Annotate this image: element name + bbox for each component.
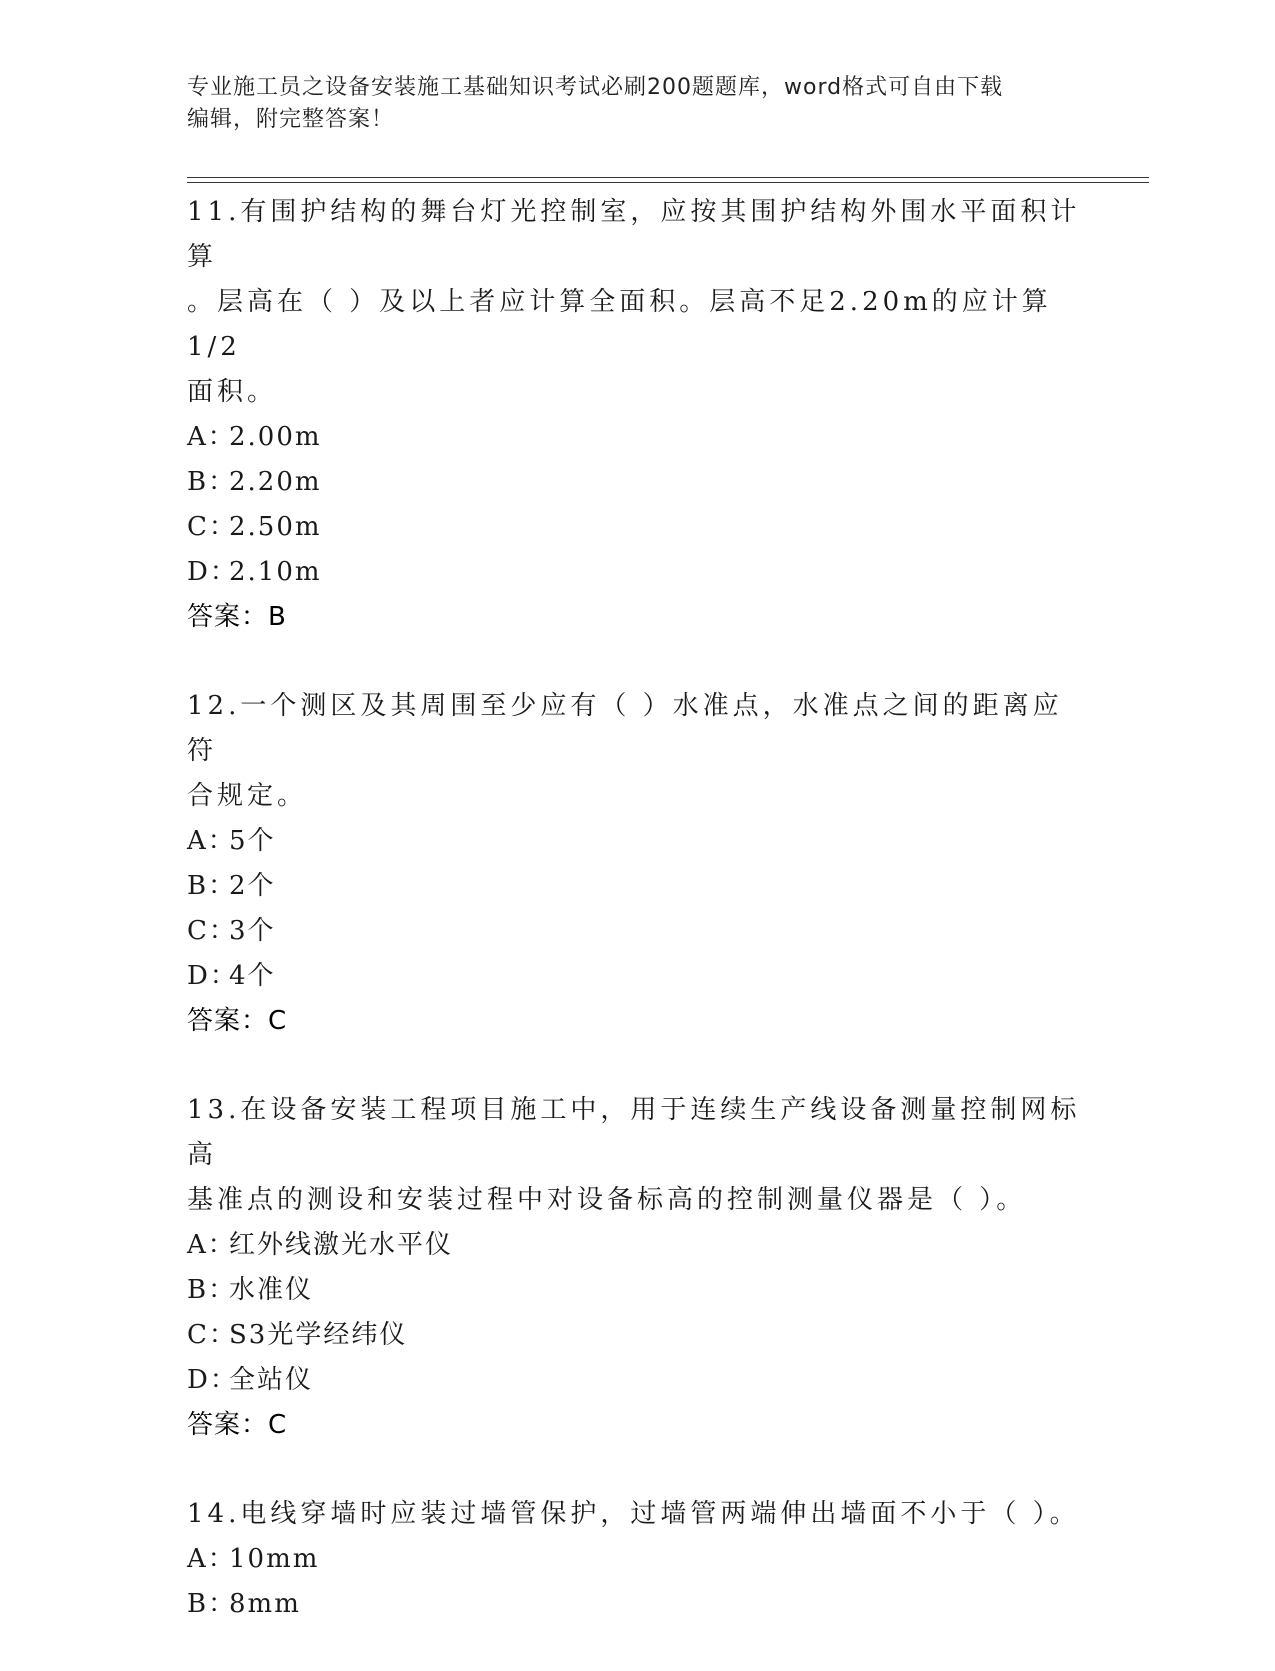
header-line-2: 编辑，附完整答案！ [187,107,395,132]
option-key: A： [187,422,236,452]
option-key: B： [187,1589,237,1619]
answer-option [187,550,1087,595]
question-block [187,190,1087,640]
answer-line: 答案：C [187,1006,288,1036]
option-text: 8mm [229,1589,301,1619]
option-text: 5个 [229,826,276,856]
option-key: A： [187,826,236,856]
question-stem-line: 。层高在（ ）及以上者应计算全面积。层高不足2.20m的应计算1/2 [187,287,1052,362]
document-header [187,72,1067,136]
option-key: D： [187,961,238,991]
option-text: 2.10m [229,557,322,587]
option-text: S3光学经纬仪 [229,1320,408,1350]
question-list [187,190,1087,1671]
answer-option [187,864,1087,909]
option-text: 红外线激光水平仪 [229,1230,454,1260]
header-divider-top [187,177,1149,178]
option-key: D： [187,1365,238,1395]
question-stem-line: 13.在设备安装工程项目施工中，用于连续生产线设备测量控制网标高 [187,1095,1081,1170]
header-line-1: 专业施工员之设备安装施工基础知识考试必刷200题题库，word格式可自由下载 [187,75,1004,100]
header-divider-bottom [187,182,1149,183]
option-text: 4个 [229,961,276,991]
answer-option [187,415,1087,460]
option-key: C： [187,512,237,542]
option-key: B： [187,467,237,497]
answer-option [187,1268,1087,1313]
option-text: 水准仪 [229,1275,314,1305]
answer-option [187,505,1087,550]
option-key: C： [187,916,237,946]
question-block [187,1088,1087,1448]
answer-option [187,1582,1087,1627]
answer-option [187,819,1087,864]
answer-option [187,1358,1087,1403]
option-text: 10mm [229,1544,320,1574]
option-key: D： [187,557,238,587]
answer-option [187,1313,1087,1358]
option-text: 2.20m [229,467,322,497]
answer-option [187,954,1087,999]
answer-line: 答案：B [187,602,287,632]
option-key: B： [187,871,237,901]
question-stem-line: 面积。 [187,377,278,407]
option-text: 3个 [229,916,276,946]
answer-option [187,909,1087,954]
option-key: A： [187,1230,236,1260]
question-block [187,684,1087,1044]
option-key: B： [187,1275,237,1305]
question-stem-line: 11.有围护结构的舞台灯光控制室，应按其围护结构外围水平面积计算 [187,197,1081,272]
answer-option [187,1537,1087,1582]
question-block [187,1492,1087,1627]
option-text: 2.50m [229,512,322,542]
question-stem-line: 基准点的测设和安装过程中对设备标高的控制测量仪器是（ ）。 [187,1185,1027,1215]
question-stem-line: 12.一个测区及其周围至少应有（ ）水准点，水准点之间的距离应符 [187,691,1063,766]
option-key: A： [187,1544,236,1574]
option-text: 2.00m [229,422,322,452]
answer-option [187,1223,1087,1268]
answer-line: 答案：C [187,1410,288,1440]
answer-option [187,460,1087,505]
question-stem-line: 14.电线穿墙时应装过墙管保护，过墙管两端伸出墙面不小于（ ）。 [187,1499,1080,1529]
option-text: 2个 [229,871,276,901]
question-stem-line: 合规定。 [187,781,308,811]
option-text: 全站仪 [229,1365,314,1395]
option-key: C： [187,1320,237,1350]
